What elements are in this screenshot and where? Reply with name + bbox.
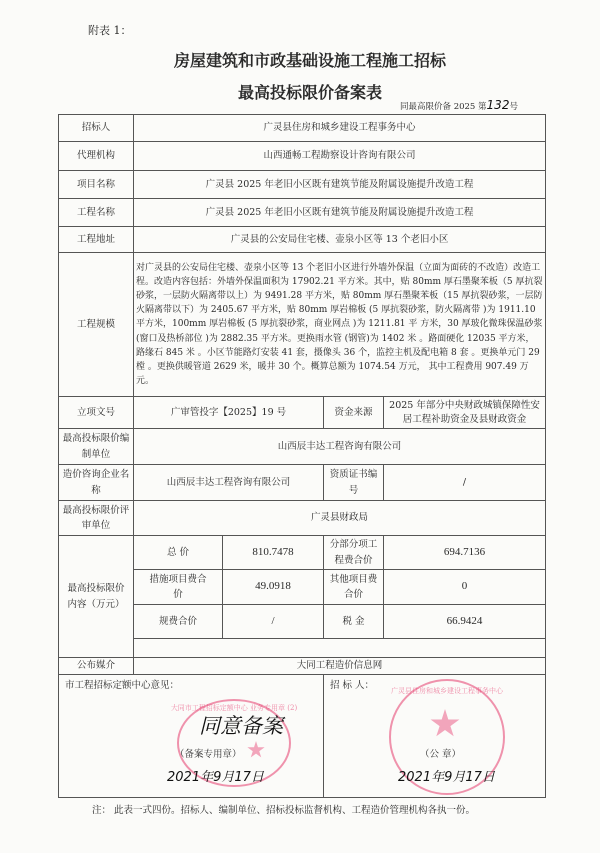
tenderer-seal-text: 广灵县住房和城乡建设工程事务中心 (391, 687, 503, 695)
approval-label: 立项文号 (59, 397, 134, 429)
content-label: 最高投标限价内容（万元） (59, 536, 134, 658)
other-label: 其他项目费合价 (324, 570, 384, 605)
fund-source-value: 2025 年部分中央财政城镇保障性安居工程补助资金及县财政资金 (384, 397, 546, 429)
address-value: 广灵县的公安局住宅楼、壶泉小区等 13 个老旧小区 (134, 227, 546, 253)
measures-value: 49.0918 (223, 570, 324, 605)
center-seal-note: （备案专用章） (175, 749, 242, 760)
other-value: 0 (384, 570, 546, 605)
project-name-label: 项目名称 (59, 171, 134, 199)
page-subtitle: 最高投标限价备案表 (237, 83, 382, 102)
media-value: 大同工程造价信息网 (134, 658, 546, 675)
cert-label: 资质证书编 号 (324, 465, 384, 501)
consultant-value: 山西辰丰达工程咨询有限公司 (134, 465, 324, 501)
footnote: 注： 此表一式四份。招标人、编制单位、招标投标监督机构、工程造价管理机构各执一份。 (92, 805, 476, 816)
consultant-label: 造价咨询企业名称 (59, 465, 134, 501)
scale-value: 对广灵县的公安局住宅楼、壶泉小区等 13 个老旧小区进行外墙外保温（立面为面砖的不改造）改造工程。改造内容包括：外墙外保温面积为 17902.21 平方米。其中，贴 80mm 厚石墨聚苯板（5 厚抗裂砂浆，一层防火隔离带以上）为 9491.28 平方米，贴 80mm 厚石墨聚苯板（15 厚抗裂砂浆，一层防火隔离带以下）为 2405.67 平方米，贴 80mm 厚岩棉板 (5 厚抗裂砂浆，防火隔离带 )为 1911.10 平方米，100mm 厚岩棉板 (5 厚抗裂砂浆，商业网点 )为 1211.81 平 方米，30 厚玻化微珠保温砂浆 (窗口及热桥部位 )为 2882.35 平方米。更换雨水管 (钢管)为 1402 米 。路面硬化 12035 平方米，路缘石 845 米 。小区节能路灯安装 41 套，摄像头 36 个，监控主机及配电箱 8 套 。更换单元门 29 樘 。更换供暖管道 2629 米，暖井 30 个。概算总额为 1074.54 万元， 其中工程费用 907.49 万元。 (134, 253, 546, 397)
engineering-name-value: 广灵县 2025 年老旧小区既有建筑节能及附属设施提升改造工程 (134, 199, 546, 227)
tax-value: 66.9424 (384, 605, 546, 639)
subitem-value: 694.7136 (384, 536, 546, 570)
center-date: 2021年9月17日 (167, 770, 264, 785)
reviewer-label: 最高投标限价评审单位 (59, 501, 134, 536)
tenderer-date: 2021年9月17日 (398, 770, 495, 785)
measures-label: 措施项目费合 价 (134, 570, 223, 605)
center-opinion-label: 市工程招标定额中心意见： (65, 680, 180, 691)
address-label: 工程地址 (59, 227, 134, 253)
tenderer-sign-label: 招 标 人： (330, 680, 375, 691)
project-name-value: 广灵县 2025 年老旧小区既有建筑节能及附属设施提升改造工程 (134, 171, 546, 199)
tenderer-seal-cell (324, 675, 546, 798)
cert-value: / (384, 465, 546, 501)
reviewer-value: 广灵县财政局 (134, 501, 546, 536)
approval-value: 广审管投字【2025】19 号 (134, 397, 324, 429)
compiler-value: 山西辰丰达工程咨询有限公司 (134, 429, 546, 465)
center-seal-text: 大同市工程招标定额中心 业务专用章 (2) (170, 704, 298, 712)
tenderer-value: 广灵县住房和城乡建设工程事务中心 (134, 115, 546, 142)
agency-value: 山西通畅工程勘察设计咨询有限公司 (134, 142, 546, 171)
total-label: 总 价 (134, 536, 223, 570)
agency-label: 代理机构 (59, 142, 134, 171)
fees-label: 规费合价 (134, 605, 223, 639)
fees-value: / (223, 605, 324, 639)
empty-cell (134, 639, 546, 658)
page-title: 房屋建筑和市政基础设施工程施工招标 (173, 51, 446, 70)
fund-source-label: 资金来源 (324, 397, 384, 429)
compiler-label: 最高投标限价编制单位 (59, 429, 134, 465)
record-suffix: 号 (509, 102, 518, 112)
record-prefix: 同最高限价备 2025 第 (400, 102, 487, 112)
appendix-label: 附表 1： (88, 24, 132, 37)
scale-label: 工程规模 (59, 253, 134, 397)
tenderer-label: 招标人 (59, 115, 134, 142)
handwritten-approval: 同意备案 (199, 714, 283, 738)
tax-label: 税 金 (324, 605, 384, 639)
tenderer-seal-note: （公 章） (420, 749, 462, 760)
record-number-value: 132 (486, 98, 510, 112)
subitem-label: 分部分项工程费合价 (324, 536, 384, 570)
engineering-name-label: 工程名称 (59, 199, 134, 227)
record-table (58, 114, 546, 798)
center-opinion-cell (59, 675, 324, 798)
media-label: 公布媒介 (59, 658, 134, 675)
total-value: 810.7478 (223, 536, 324, 570)
record-number (400, 98, 518, 112)
